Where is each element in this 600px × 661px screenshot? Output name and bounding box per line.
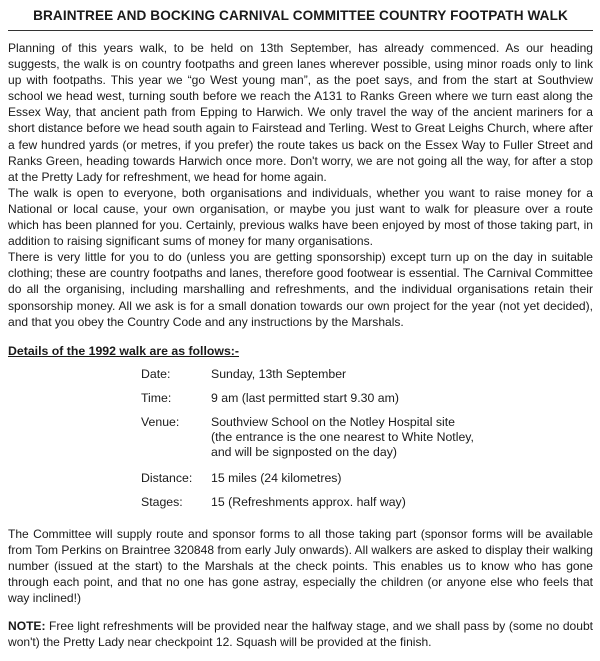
details-label: Venue: (141, 414, 180, 429)
title-underline (8, 30, 593, 31)
document-title: BRAINTREE AND BOCKING CARNIVAL COMMITTEE COUNTRY FOOTPATH WALK (33, 8, 568, 23)
details-value-line: (the entrance is the one nearest to White Notley, (211, 429, 474, 444)
note-text: Free light refreshments will be provided near the halfway stage, and we shall pass by (some no doubt won't) the Pretty Lady near checkpoint 12. Squash will be provided at the finish. (8, 619, 593, 650)
intro-paragraph-1: Planning of this years walk, to be held on 13th September, has already commenced. As our heading suggests, the walk is on country footpaths and green lanes wherever possible, using minor roads only to link up with footpaths. This year we “go West young man”, as the poet says, and from the start at Southview school we head west, turning south before we reach the A131 to Ranks Green where we turn east along the Essex Way, that ancient path from Epping to Harwich. We only travel the way of the ancient mariners for a short distance before we head south again to Fairstead and Terling. West to Great Leighs Church, where after a few hundred yards (or metres, if you prefer) the route takes us back on the Essex Way to Fuller Street and Ranks Green, heading towards Harwich once more. Don't worry, we are not going all the way, for after a stop at the Pretty Lady for refreshment, we head for home again. (8, 41, 593, 184)
details-label: Distance: (141, 470, 193, 485)
details-row-time (141, 391, 474, 415)
details-heading: Details of the 1992 walk are as follows:- (8, 343, 239, 358)
intro-paragraph-3: There is very little for you to do (unless you are getting sponsorship) except turn up on the day in suitable clothing; these are country footpaths and lanes, therefore good footwear is essential. The Carnival Committee do all the organising, including marshalling and refreshments, and the individual organisations retain their sponsorship money. All we ask is for a small donation towards our own project for the year (not yet decided), and that you obey the Country Code and any instructions by the Marshals. (8, 250, 593, 329)
details-row-date (141, 367, 474, 391)
details-value (211, 367, 474, 391)
committee-paragraph: The Committee will supply route and sponsor forms to all those taking part (sponsor forms will be available from Tom Perkins on Braintree 320848 from early July onwards). All walkers are asked to display their walking number (issued at the start) to the Marshals at the check points. This enables us to know who has gone through each point, and that no one has gone astray, especially the children (or anyone else who feels that way inclined!) (8, 526, 593, 606)
details-value-line: and will be signposted on the day) (211, 444, 397, 459)
details-value-line: 15 (Refreshments approx. half way) (211, 494, 406, 509)
details-value (211, 415, 474, 471)
intro-paragraph-2: The walk is open to everyone, both organisations and individuals, whether you want to raise money for a National or local cause, your own organisation, or maybe you just want to walk for pleasure over a route which has been planned for you. Certainly, previous walks have been enjoyed by most of those taking part, in addition to raising significant sums of money for many organisations. (8, 185, 593, 249)
details-label: Date: (141, 366, 171, 381)
details-value-line: 9 am (last permitted start 9.30 am) (211, 390, 399, 405)
details-row-distance (141, 471, 474, 495)
details-value-line: Sunday, 13th September (211, 366, 347, 381)
details-label: Stages: (141, 494, 183, 509)
details-value (211, 471, 474, 495)
details-value (211, 495, 474, 510)
details-value (211, 391, 474, 415)
note-paragraph (8, 618, 593, 650)
note-label: NOTE: (8, 619, 46, 634)
details-label: Time: (141, 390, 172, 405)
details-value-line: 15 miles (24 kilometres) (211, 470, 342, 485)
details-value-line: Southview School on the Notley Hospital site (211, 414, 456, 429)
details-table (141, 367, 474, 510)
details-row-stages (141, 495, 474, 510)
details-row-venue (141, 415, 474, 471)
